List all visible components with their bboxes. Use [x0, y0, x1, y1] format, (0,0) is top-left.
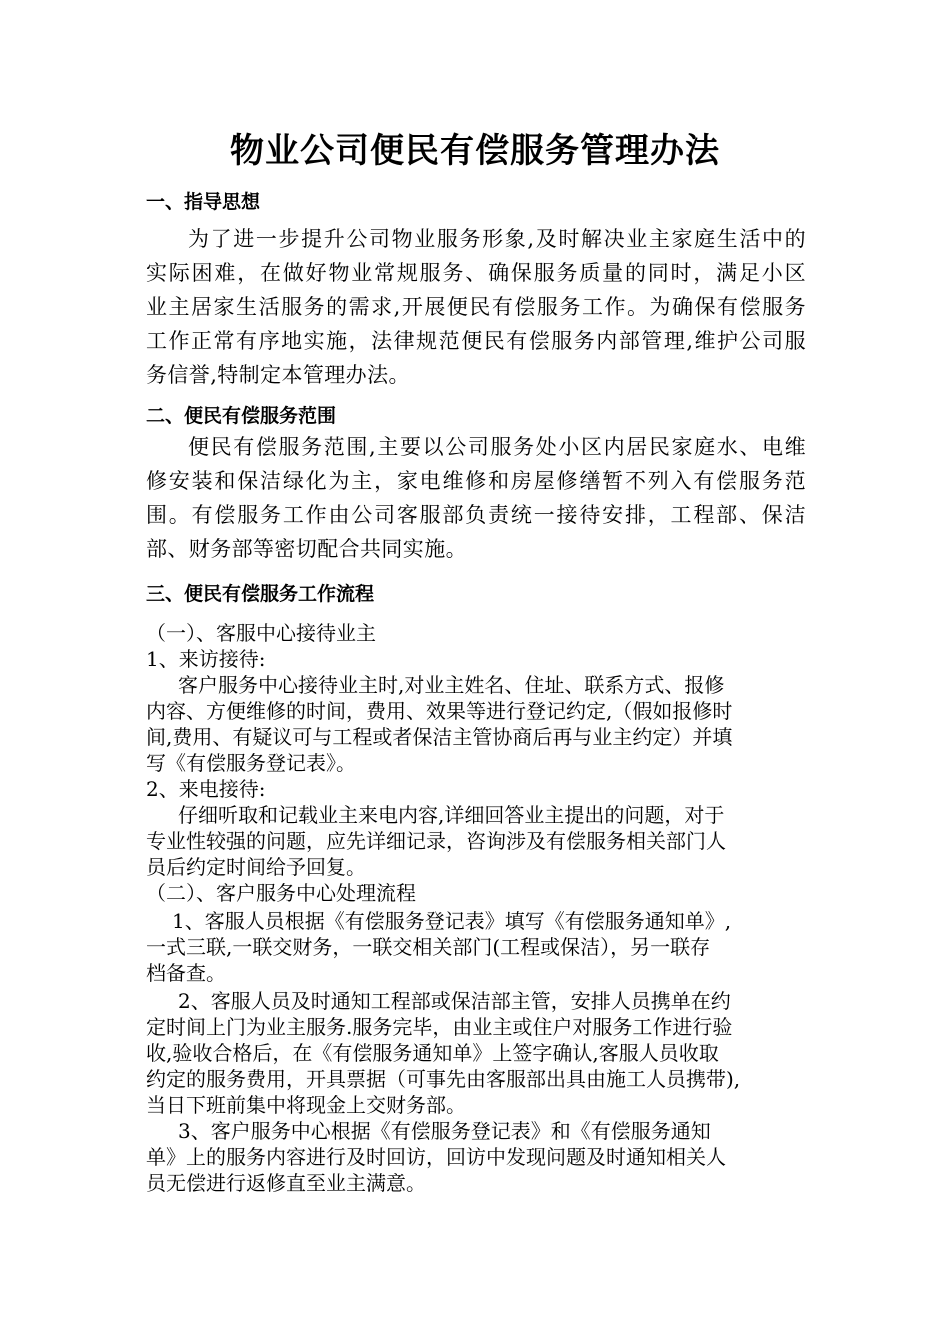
paragraph-line: 修安装和保洁绿化为主，家电维修和房屋修缮暂不列入有偿服务范 [146, 469, 806, 493]
paragraph-line: 专业性较强的问题，应先详细记录，咨询涉及有偿服务相关部门人 [146, 829, 726, 853]
section-heading-service-scope: 二、便民有偿服务范围 [146, 405, 337, 427]
paragraph-line: 3、客户服务中心根据《有偿服务登记表》和《有偿服务通知 [178, 1119, 711, 1143]
paragraph-line: 当日下班前集中将现金上交财务部。 [146, 1093, 466, 1117]
paragraph-line: 单》上的服务内容进行及时回访，回访中发现问题及时通知相关人 [146, 1145, 726, 1169]
section-paragraph-service-scope [146, 430, 806, 566]
paragraph-line: 部、财务部等密切配合共同实施。 [146, 537, 467, 561]
paragraph-line: 工作正常有序地实施，法律规范便民有偿服务内部管理,维护公司服 [146, 329, 806, 353]
paragraph-line: 仔细听取和记载业主来电内容,详细回答业主提出的问题，对于 [178, 803, 725, 827]
paragraph-line: 实际困难，在做好物业常规服务、确保服务质量的同时，满足小区 [146, 261, 806, 285]
step-paragraph-1 [146, 908, 806, 986]
paragraph-line: 务信誉,特制定本管理办法。 [146, 363, 410, 387]
section-heading-workflow: 三、便民有偿服务工作流程 [146, 583, 375, 605]
paragraph-line: 2、客服人员及时通知工程部或保洁部主管，安排人员携单在约 [178, 989, 731, 1013]
step-paragraph-3 [146, 1118, 806, 1196]
section-heading-guiding-principle: 一、指导思想 [146, 191, 261, 213]
paragraph-line: 间,费用、有疑议可与工程或者保洁主管协商后再与业主约定）并填 [146, 725, 733, 749]
item-title-visit-reception: 1、来访接待: [146, 647, 266, 671]
paragraph-line: 客户服务中心接待业主时,对业主姓名、住址、联系方式、报修 [178, 673, 725, 697]
paragraph-line: 业主居家生活服务的需求,开展便民有偿服务工作。为确保有偿服务 [146, 295, 806, 319]
paragraph-line: 1、客服人员根据《有偿服务登记表》填写《有偿服务通知单》, [172, 909, 732, 933]
paragraph-line: 档备查。 [146, 961, 226, 985]
paragraph-line: 定时间上门为业主服务.服务完毕，由业主或住户对服务工作进行验 [146, 1015, 733, 1039]
paragraph-line: 收,验收合格后，在《有偿服务通知单》上签字确认,客服人员收取 [146, 1041, 719, 1065]
paragraph-line: 写《有偿服务登记表》。 [146, 751, 356, 775]
paragraph-line: 内容、方便维修的时间，费用、效果等进行登记约定,（假如报修时 [146, 699, 733, 723]
paragraph-line: 围。有偿服务工作由公司客服部负责统一接待安排，工程部、保洁 [146, 503, 806, 527]
paragraph-line: 为了进一步提升公司物业服务形象,及时解决业主家庭生活中的 [188, 227, 806, 251]
step-paragraph-2 [146, 988, 806, 1118]
section-paragraph-guiding-principle [146, 222, 806, 392]
item-title-phone-reception: 2、来电接待: [146, 777, 266, 801]
subsection-title-processing: （二）、客户服务中心处理流程 [146, 881, 416, 905]
paragraph-line: 便民有偿服务范围,主要以公司服务处小区内居民家庭水、电维 [188, 435, 806, 459]
paragraph-line: 员后约定时间给予回复。 [146, 855, 366, 879]
subsection-title-reception: （一）、客服中心接待业主 [146, 621, 376, 645]
paragraph-line: 员无偿进行返修直至业主满意。 [146, 1171, 426, 1195]
item-paragraph-phone-reception [146, 802, 806, 880]
document-title: 物业公司便民有偿服务管理办法 [230, 131, 720, 171]
item-paragraph-visit-reception [146, 672, 806, 776]
paragraph-line: 一式三联,一联交财务，一联交相关部门(工程或保洁），另一联存 [146, 935, 711, 959]
paragraph-line: 约定的服务费用，开具票据（可事先由客服部出具由施工人员携带), [146, 1067, 741, 1091]
